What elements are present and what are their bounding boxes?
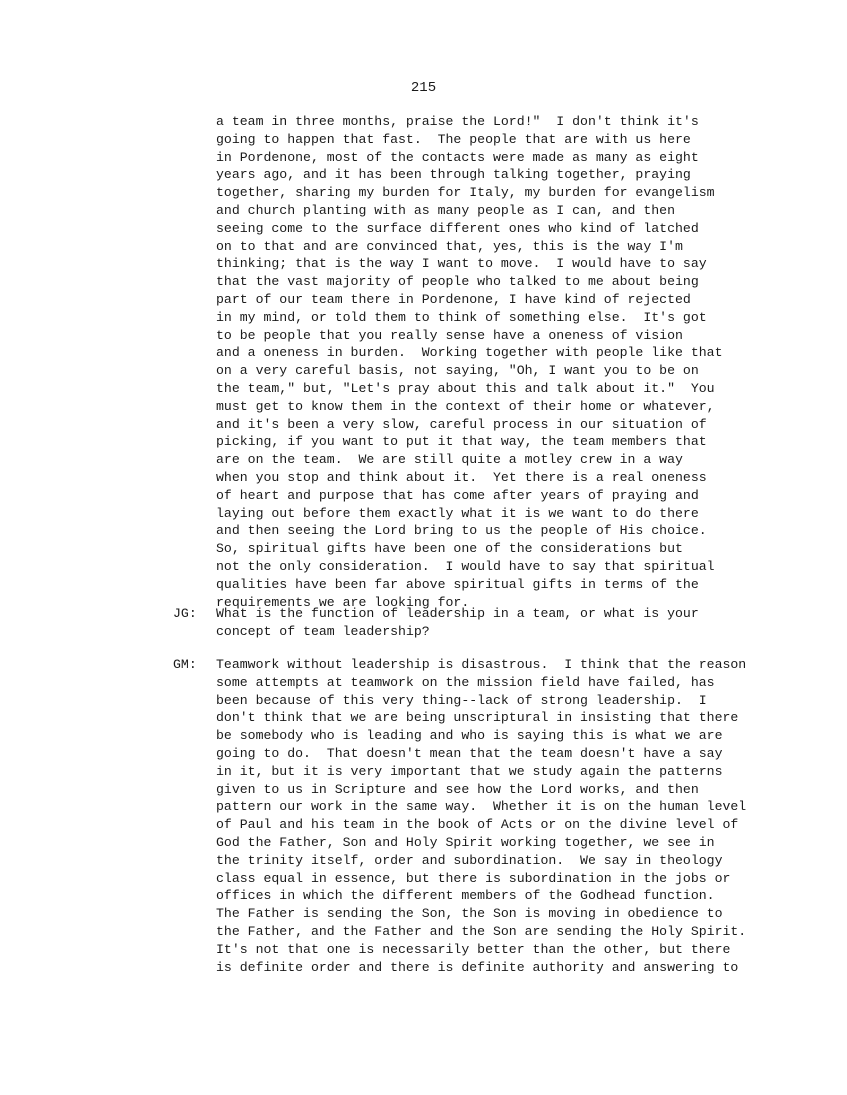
text-line: the trinity itself, order and subordination. We say in theology — [216, 852, 723, 868]
text-line: part of our team there in Pordenone, I have kind of rejected — [216, 291, 691, 307]
text-line: been because of this very thing--lack of strong leadership. I — [216, 692, 707, 708]
text-line: and a oneness in burden. Working together with people like that — [216, 345, 723, 361]
text-line: pattern our work in the same way. Whether it is on the human level — [216, 799, 747, 815]
text-line: and church planting with as many people as I can, and then — [216, 202, 675, 218]
speech-text — [216, 656, 816, 976]
text-line: a team in three months, praise the Lord!" I don't think it's — [216, 114, 699, 129]
text-line: not the only consideration. I would have to say that spiritual — [216, 558, 715, 574]
text-line: concept of team leadership? — [216, 623, 430, 639]
text-line: class equal in essence, but there is subordination in the jobs or — [216, 870, 731, 886]
text-line: going to happen that fast. The people that are with us here — [216, 131, 691, 147]
text-line: What is the function of leadership in a team, or what is your — [216, 606, 699, 621]
text-line: together, sharing my burden for Italy, my burden for evangelism — [216, 185, 715, 201]
page-number: 215 — [410, 80, 437, 96]
text-line: are on the team. We are still quite a motley crew in a way — [216, 452, 683, 468]
text-line: the Father, and the Father and the Son are sending the Holy Spirit. — [216, 923, 747, 939]
text-line: of Paul and his team in the book of Acts or on the divine level of — [216, 817, 739, 833]
text-line: requirements we are looking for. — [216, 594, 470, 610]
text-line: in Pordenone, most of the contacts were made as many as eight — [216, 149, 699, 165]
text-line: that the vast majority of people who talked to me about being — [216, 274, 699, 290]
speaker-label: JG: — [173, 606, 197, 621]
text-line: given to us in Scripture and see how the Lord works, and then — [216, 781, 699, 797]
text-line: of heart and purpose that has come after years of praying and — [216, 487, 699, 503]
text-line: It's not that one is necessarily better than the other, but there — [216, 941, 731, 957]
text-line: picking, if you want to put it that way, the team members that — [216, 434, 707, 450]
text-line: be somebody who is leading and who is saying this is what we are — [216, 728, 723, 744]
text-line: on to that and are convinced that, yes, this is the way I'm — [216, 238, 683, 254]
speaker-label: GM: — [173, 657, 197, 672]
text-line: offices in which the different members of the Godhead function. — [216, 888, 715, 904]
text-line: when you stop and think about it. Yet there is a real oneness — [216, 469, 707, 485]
text-line: in my mind, or told them to think of something else. It's got — [216, 309, 707, 325]
text-line: don't think that we are being unscriptural in insisting that there — [216, 710, 739, 726]
text-line: thinking; that is the way I want to move. I would have to say — [216, 256, 707, 272]
text-line: some attempts at teamwork on the mission field have failed, has — [216, 674, 715, 690]
text-line: in it, but it is very important that we study again the patterns — [216, 763, 723, 779]
text-line: to be people that you really sense have a oneness of vision — [216, 327, 683, 343]
text-line: qualities have been far above spiritual gifts in terms of the — [216, 576, 699, 592]
text-line: is definite order and there is definite authority and answering to — [216, 959, 739, 975]
text-line: God the Father, Son and Holy Spirit working together, we see in — [216, 834, 715, 850]
text-line: years ago, and it has been through talking together, praying — [216, 167, 691, 183]
text-line: and it's been a very slow, careful process in our situation of — [216, 416, 707, 432]
text-line: The Father is sending the Son, the Son is moving in obedience to — [216, 906, 723, 922]
text-line: on a very careful basis, not saying, "Oh, I want you to be on — [216, 363, 699, 379]
text-line: seeing come to the surface different ones who kind of latched — [216, 220, 699, 236]
text-line: Teamwork without leadership is disastrous. I think that the reason — [216, 657, 747, 672]
text-line: the team," but, "Let's pray about this and talk about it." You — [216, 380, 715, 396]
continuation-paragraph — [216, 113, 816, 611]
text-line: must get to know them in the context of their home or whatever, — [216, 398, 715, 414]
text-line: laying out before them exactly what it is we want to do there — [216, 505, 699, 521]
text-line: and then seeing the Lord bring to us the people of His choice. — [216, 523, 707, 539]
text-line: going to do. That doesn't mean that the team doesn't have a say — [216, 745, 723, 761]
speech-text — [216, 605, 816, 641]
text-line: So, spiritual gifts have been one of the considerations but — [216, 541, 683, 557]
